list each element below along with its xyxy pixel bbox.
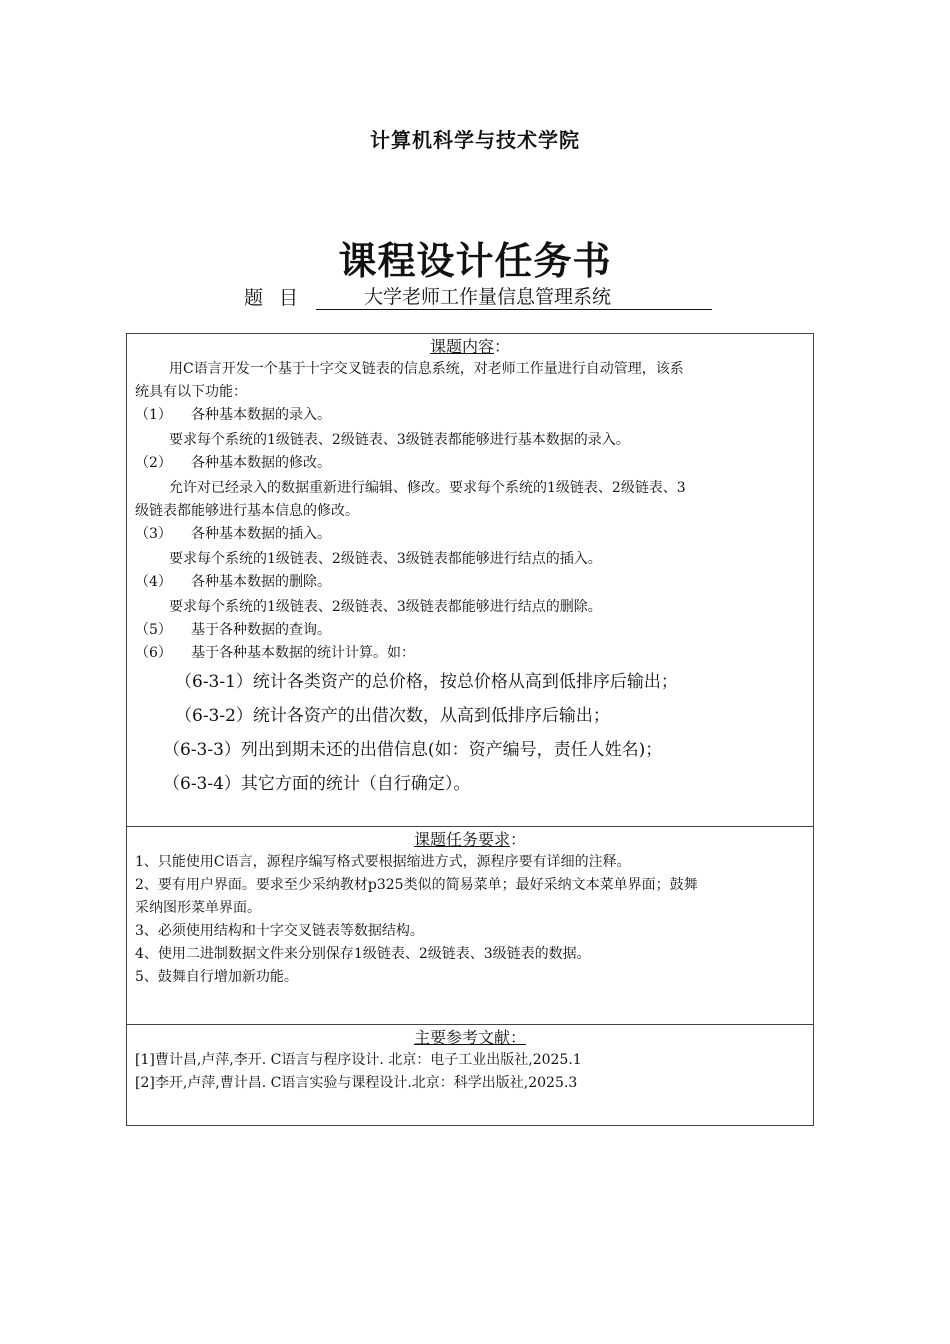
list-item-desc: 要求每个系统的1级链表、2级链表、3级链表都能够进行结点的删除。 — [169, 599, 602, 615]
requirement-line: 4、使用二进制数据文件来分别保存1级链表、2级链表、3级链表的数据。 — [135, 946, 591, 962]
content-section — [126, 333, 814, 827]
stat-item: （6-3-4）其它方面的统计（自行确定）。 — [163, 774, 471, 794]
requirement-line: 2、要有用户界面。要求至少采纳教材p325类似的简易菜单；最好采纳文本菜单界面；鼓舞 — [135, 877, 698, 893]
list-item: （1） 各种基本数据的录入。 — [135, 407, 331, 423]
references-heading: 主要参考文献： — [413, 1028, 526, 1047]
content-heading: 课题内容： — [429, 337, 511, 356]
list-item-desc: 要求每个系统的1级链表、2级链表、3级链表都能够进行结点的插入。 — [169, 551, 602, 567]
stat-item: （6-3-3）列出到期未还的出借信息(如：资产编号，责任人姓名)； — [163, 740, 663, 760]
reference-line: [2]李开,卢萍,曹计昌. C语言实验与课程设计.北京：科学出版社,2025.3 — [135, 1075, 578, 1091]
reference-line: [1]曹计昌,卢萍,李开. C语言与程序设计. 北京：电子工业出版社,2025.1 — [135, 1052, 582, 1068]
list-item: （5） 基于各种数据的查询。 — [135, 622, 331, 638]
list-item: （4） 各种基本数据的删除。 — [135, 574, 331, 590]
stat-item: （6-3-1）统计各类资产的总价格，按总价格从高到低排序后输出； — [175, 672, 678, 692]
requirement-line: 3、必须使用结构和十字交叉链表等数据结构。 — [135, 923, 424, 939]
requirements-section — [126, 826, 814, 1025]
document-title: 课程设计任务书 — [338, 239, 612, 283]
list-item: （6） 基于各种基本数据的统计计算。如： — [135, 645, 415, 661]
college-name: 计算机科学与技术学院 — [370, 128, 580, 152]
list-item-desc: 允许对已经录入的数据重新进行编辑、修改。要求每个系统的1级链表、2级链表、3 — [169, 480, 686, 496]
subject-value: 大学老师工作量信息管理系统 — [316, 285, 712, 310]
references-section — [126, 1024, 814, 1126]
list-item-desc: 要求每个系统的1级链表、2级链表、3级链表都能够进行基本数据的录入。 — [169, 432, 630, 448]
requirement-line: 1、只能使用C语言，源程序编写格式要根据缩进方式，源程序要有详细的注释。 — [135, 854, 631, 870]
subject-row — [244, 284, 712, 310]
list-item: （2） 各种基本数据的修改。 — [135, 455, 331, 471]
intro-line-1: 用C语言开发一个基于十字交叉链表的信息系统，对老师工作量进行自动管理，该系 — [169, 361, 684, 377]
list-item: （3） 各种基本数据的插入。 — [135, 526, 331, 542]
requirements-heading: 课题任务要求： — [413, 830, 527, 849]
stat-item: （6-3-2）统计各资产的出借次数，从高到低排序后输出； — [175, 706, 610, 726]
list-item-desc: 级链表都能够进行基本信息的修改。 — [135, 503, 359, 519]
subject-label: 题目 — [244, 287, 315, 309]
requirement-line: 采纳图形菜单界面。 — [135, 900, 261, 916]
requirement-line: 5、鼓舞自行增加新功能。 — [135, 969, 298, 985]
intro-line-2: 统具有以下功能： — [135, 384, 247, 400]
